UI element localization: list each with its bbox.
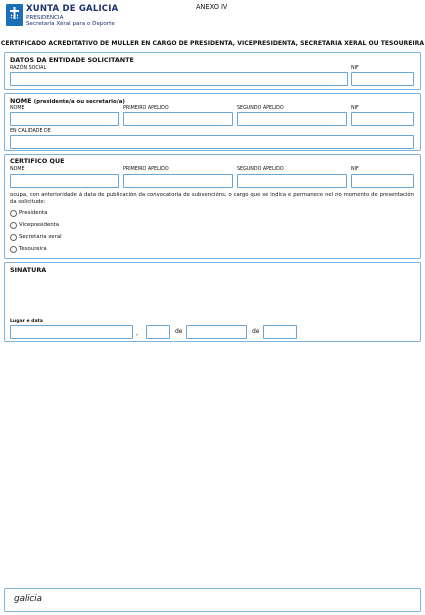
certifico-primeiro-label: PRIMEIRO APELIDO xyxy=(123,167,169,172)
person-segundo-label: SEGUNDO APELIDO xyxy=(237,106,284,111)
calidade-field[interactable] xyxy=(10,135,414,149)
entity-section-title: DATOS DA ENTIDADE SOLICITANTE xyxy=(10,56,134,64)
certifico-nome-label: NOME xyxy=(10,167,25,172)
subdepartment-name: Secretaría Xeral para o Deporte xyxy=(26,21,115,27)
de-separator-1: de xyxy=(175,328,183,335)
comma-separator: , xyxy=(136,330,138,337)
certifico-statement: ocupa, con anterioridade á data de publicación da convocatoria de subvencións, o cargo que se indica e permanece nel no momento de presentación da solicitude: xyxy=(10,192,414,206)
radio-presidenta-label: Presidenta xyxy=(19,210,48,216)
certifico-segundo-field[interactable] xyxy=(237,174,347,188)
xunta-logo xyxy=(6,4,23,26)
place-field[interactable] xyxy=(10,325,133,339)
calidade-label: EN CALIDADE DE xyxy=(10,129,51,134)
razon-social-field[interactable] xyxy=(10,72,348,86)
certifico-nome-field[interactable] xyxy=(10,174,119,188)
radio-presidenta[interactable] xyxy=(10,210,17,217)
person-nome-field[interactable] xyxy=(10,112,119,126)
year-field[interactable] xyxy=(263,325,297,339)
person-nif-field[interactable] xyxy=(351,112,414,126)
entity-nif-label: NIF xyxy=(351,66,359,71)
footer-box xyxy=(4,588,421,612)
certifico-nif-field[interactable] xyxy=(351,174,414,188)
month-field[interactable] xyxy=(186,325,247,339)
certifico-section xyxy=(4,154,421,259)
department-name: PRESIDENCIA xyxy=(26,14,64,21)
certifico-segundo-label: SEGUNDO APELIDO xyxy=(237,167,284,172)
org-name: XUNTA DE GALICIA xyxy=(26,4,119,14)
person-section xyxy=(4,93,421,151)
person-heading-sub: (presidente/a ou secretario/a) xyxy=(33,99,125,105)
person-section-title xyxy=(10,97,125,105)
radio-vicepresidenta[interactable] xyxy=(10,222,17,229)
annex-label: ANEXO IV xyxy=(196,3,228,11)
radio-tesoureira-label: Tesoureira xyxy=(19,246,47,252)
radio-vicepresidenta-label: Vicepresidenta xyxy=(19,222,60,228)
person-primeiro-label: PRIMEIRO APELIDO xyxy=(123,106,169,111)
person-nif-label: NIF xyxy=(351,106,359,111)
entity-nif-field[interactable] xyxy=(351,72,414,86)
day-field[interactable] xyxy=(146,325,170,339)
razon-social-label: RAZÓN SOCIAL xyxy=(10,66,47,71)
radio-secretaria[interactable] xyxy=(10,234,17,241)
de-separator-2: de xyxy=(252,328,260,335)
certifico-nif-label: NIF xyxy=(351,167,359,172)
person-primeiro-field[interactable] xyxy=(123,112,233,126)
galicia-logo: galicia xyxy=(14,594,42,604)
cross-icon xyxy=(10,7,19,19)
person-nome-label: NOME xyxy=(10,106,25,111)
document-title: CERTIFICADO ACREDITATIVO DE MULLER EN CARGO DE PRESIDENTA, VICEPRESIDENTA, SECRETARIA XERAL OU TESOUREIRA xyxy=(0,40,425,47)
person-segundo-field[interactable] xyxy=(237,112,347,126)
place-date-label: Lugar e data xyxy=(10,319,43,324)
certifico-primeiro-field[interactable] xyxy=(123,174,233,188)
radio-secretaria-label: Secretaria xeral xyxy=(19,234,62,240)
signature-section xyxy=(4,262,421,342)
entity-section xyxy=(4,52,421,90)
signature-section-title: SINATURA xyxy=(10,266,47,274)
radio-tesoureira[interactable] xyxy=(10,246,17,253)
certifico-section-title: CERTIFICO QUE xyxy=(10,157,65,165)
person-heading: NOME xyxy=(10,97,32,105)
